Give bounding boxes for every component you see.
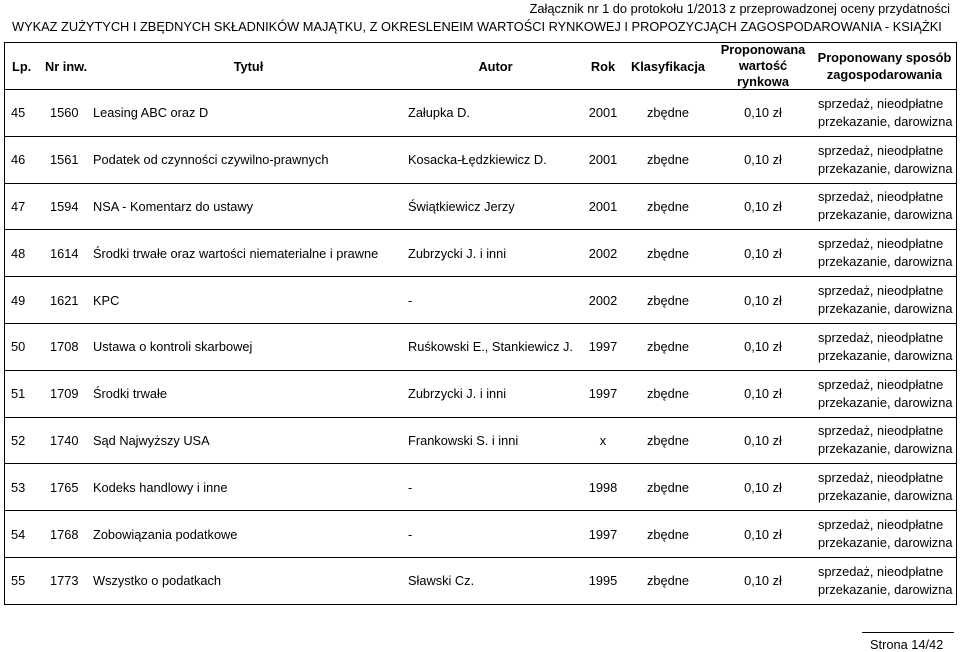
cell-year: 2001 [588,152,618,168]
disposal-line: sprzedaż, nieodpłatne [818,95,944,111]
cell-title: NSA - Komentarz do ustawy [93,198,254,214]
disposal-line: sprzedaż, nieodpłatne [818,236,944,252]
header-market-value-line: rynkowa [737,74,789,89]
page-number: Strona 14/42 [862,632,954,652]
cell-classification: zbędne [647,526,689,542]
cell-inventory-number: 1561 [50,152,79,168]
header-classification: Klasyfikacja [631,58,705,74]
cell-disposal [813,90,956,136]
disposal-line: przekazanie, darowizna [818,488,953,504]
cell-classification: zbędne [647,386,689,402]
cell-disposal [813,511,956,557]
cell-inventory-number: 1740 [50,432,79,448]
disposal-line: przekazanie, darowizna [818,394,953,410]
disposal-line: sprzedaż, nieodpłatne [818,189,944,205]
cell-lp: 52 [11,432,26,448]
cell-disposal [813,184,956,230]
cell-lp: 54 [11,526,26,542]
cell-lp: 46 [11,152,26,168]
cell-author: Świątkiewicz Jerzy [408,198,515,214]
cell-market-value: 0,10 zł [744,198,782,214]
disposal-line: przekazanie, darowizna [818,254,953,270]
cell-disposal [813,137,956,183]
cell-title: Ustawa o kontroli skarbowej [93,339,253,355]
table-row [5,418,956,465]
inventory-table [4,42,957,605]
cell-disposal [813,277,956,323]
cell-year: 2002 [588,292,618,308]
table-row [5,137,956,184]
disposal-line: przekazanie, darowizna [818,113,953,129]
disposal-line: sprzedaż, nieodpłatne [818,142,944,158]
cell-author: - [408,526,413,542]
cell-disposal [813,324,956,370]
table-header-row [5,43,956,90]
cell-lp: 55 [11,573,26,589]
cell-market-value: 0,10 zł [744,245,782,261]
cell-inventory-number: 1560 [50,105,79,121]
annex-note: Załącznik nr 1 do protokołu 1/2013 z przeprowadzonej oceny przydatności [529,1,950,16]
table-row [5,324,956,371]
disposal-line: przekazanie, darowizna [818,207,953,223]
disposal-line: przekazanie, darowizna [818,301,953,317]
table-row [5,90,956,137]
disposal-line: sprzedaż, nieodpłatne [818,563,944,579]
cell-lp: 48 [11,245,26,261]
header-disposal-line: zagospodarowania [826,67,943,82]
cell-title: Zobowiązania podatkowe [93,526,238,542]
table-row [5,184,956,231]
table-row [5,464,956,511]
cell-title: Kodeks handlowy i inne [93,479,228,495]
cell-market-value: 0,10 zł [744,339,782,355]
cell-classification: zbędne [647,339,689,355]
cell-disposal [813,558,956,604]
disposal-line: przekazanie, darowizna [818,581,953,597]
cell-market-value: 0,10 zł [744,292,782,308]
header-disposal-line: Proponowany sposób [817,50,952,65]
disposal-line: sprzedaż, nieodpłatne [818,283,944,299]
cell-market-value: 0,10 zł [744,105,782,121]
cell-market-value: 0,10 zł [744,526,782,542]
disposal-line: przekazanie, darowizna [818,347,953,363]
header-lp: Lp. [12,58,32,74]
cell-year: 1997 [588,339,618,355]
cell-year: 2002 [588,245,618,261]
table-row [5,230,956,277]
cell-year: 1995 [588,573,618,589]
cell-disposal [813,464,956,510]
cell-market-value: 0,10 zł [744,479,782,495]
cell-classification: zbędne [647,105,689,121]
table-row [5,511,956,558]
table-row [5,558,956,605]
header-year: Rok [590,58,616,74]
disposal-line: sprzedaż, nieodpłatne [818,376,944,392]
table-row [5,277,956,324]
cell-market-value: 0,10 zł [744,386,782,402]
cell-classification: zbędne [647,152,689,168]
cell-author: - [408,479,413,495]
cell-title: Sąd Najwyższy USA [93,432,210,448]
header-market-value [713,43,813,89]
cell-author: - [408,292,413,308]
cell-year: 2001 [588,105,618,121]
disposal-line: sprzedaż, nieodpłatne [818,423,944,439]
cell-inventory-number: 1709 [50,386,79,402]
cell-title: KPC [93,292,120,308]
header-market-value-line: Proponowana [720,42,806,57]
document-title: WYKAZ ZUŻYTYCH I ZBĘDNYCH SKŁADNIKÓW MAJĄTKU, Z OKRESLENEIM WARTOŚCI RYNKOWEJ I PROPOZYCJĄCH ZAGOSPODAROWANIA - KSIĄŻKI [12,19,942,34]
cell-author: Ruśkowski E., Stankiewicz J. [408,339,573,355]
cell-inventory-number: 1765 [50,479,79,495]
cell-year: x [599,432,607,448]
cell-title: Leasing ABC oraz D [93,105,209,121]
cell-inventory-number: 1768 [50,526,79,542]
header-title: Tytuł [233,58,264,74]
cell-classification: zbędne [647,245,689,261]
cell-title: Środki trwałe oraz wartości niematerialne i prawne [93,245,379,261]
cell-title: Wszystko o podatkach [93,573,222,589]
cell-year: 1997 [588,526,618,542]
cell-classification: zbędne [647,479,689,495]
cell-year: 1998 [588,479,618,495]
header-inventory-number: Nr inw. [45,58,88,74]
cell-classification: zbędne [647,432,689,448]
cell-lp: 53 [11,479,26,495]
cell-disposal [813,418,956,464]
cell-author: Zubrzycki J. i inni [408,386,507,402]
disposal-line: przekazanie, darowizna [818,160,953,176]
cell-classification: zbędne [647,573,689,589]
cell-lp: 49 [11,292,26,308]
disposal-line: przekazanie, darowizna [818,535,953,551]
cell-title: Środki trwałe [93,386,167,402]
cell-inventory-number: 1614 [50,245,79,261]
cell-inventory-number: 1773 [50,573,79,589]
cell-author: Sławski Cz. [408,573,475,589]
cell-author: Zubrzycki J. i inni [408,245,507,261]
cell-author: Kosacka-Łędzkiewicz D. [408,152,547,168]
cell-classification: zbędne [647,198,689,214]
cell-lp: 45 [11,105,26,121]
cell-disposal [813,371,956,417]
header-disposal [813,43,956,89]
disposal-line: sprzedaż, nieodpłatne [818,329,944,345]
cell-inventory-number: 1621 [50,292,79,308]
disposal-line: sprzedaż, nieodpłatne [818,517,944,533]
cell-title: Podatek od czynności czywilno-prawnych [93,152,329,168]
cell-author: Frankowski S. i inni [408,432,519,448]
cell-lp: 50 [11,339,26,355]
cell-inventory-number: 1594 [50,198,79,214]
table-row [5,371,956,418]
cell-year: 1997 [588,386,618,402]
cell-classification: zbędne [647,292,689,308]
cell-inventory-number: 1708 [50,339,79,355]
header-author: Autor [478,58,513,74]
cell-year: 2001 [588,198,618,214]
cell-disposal [813,230,956,276]
cell-market-value: 0,10 zł [744,432,782,448]
header-market-value-line: wartość [738,58,788,73]
disposal-line: przekazanie, darowizna [818,441,953,457]
cell-author: Załupka D. [408,105,470,121]
cell-lp: 47 [11,198,26,214]
cell-lp: 51 [11,386,26,402]
cell-market-value: 0,10 zł [744,573,782,589]
disposal-line: sprzedaż, nieodpłatne [818,470,944,486]
cell-market-value: 0,10 zł [744,152,782,168]
